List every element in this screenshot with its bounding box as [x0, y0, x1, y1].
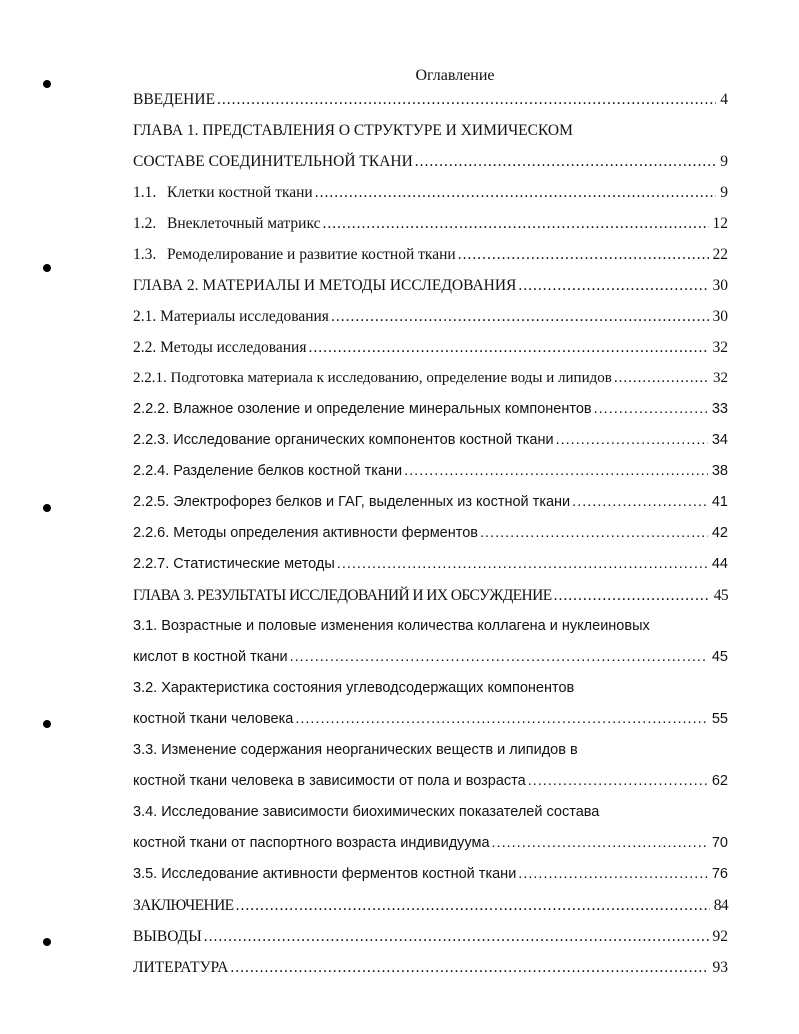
dot-leader: [337, 549, 708, 580]
toc-entry-3-5[interactable]: [133, 859, 728, 890]
toc-page-number: 22: [712, 246, 728, 263]
dot-leader: [572, 487, 708, 518]
toc-entry-text: ВЫВОДЫ: [133, 928, 202, 945]
dot-leader: [492, 828, 708, 859]
toc-entry-1-1[interactable]: [133, 177, 728, 208]
toc-entry-text: 2.2.7. Статистические методы: [133, 556, 335, 572]
toc-page-number: 84: [713, 897, 728, 914]
toc-entry-2-2-6[interactable]: [133, 518, 728, 549]
toc-entry-text: костной ткани человека: [133, 711, 294, 727]
dot-leader: [594, 394, 708, 425]
toc-entry-text: 2.1. Материалы исследования: [133, 308, 329, 325]
toc-entry-chapter1-line2[interactable]: [133, 146, 728, 177]
toc-entry-text: ЗАКЛЮЧЕНИЕ: [133, 897, 234, 914]
toc-entry-2-2-3[interactable]: [133, 425, 728, 456]
section-title: Ремоделирование и развитие костной ткани: [167, 246, 456, 263]
dot-leader: [528, 766, 708, 797]
toc-page-number: 62: [711, 773, 728, 789]
toc-entry-2-1[interactable]: [133, 301, 728, 332]
toc-entry-text: ГЛАВА 1. ПРЕДСТАВЛЕНИЯ О СТРУКТУРЕ И ХИМИЧЕСКОМ: [133, 122, 573, 139]
toc-entry-2-2-4[interactable]: [133, 456, 728, 487]
toc-entry-text: 2.2.4. Разделение белков костной ткани: [133, 463, 403, 479]
dot-leader: [315, 177, 717, 208]
toc-page-number: 30: [712, 277, 728, 294]
toc-entry-text: 3.2. Характеристика состояния углеводсодержащих компонентов: [133, 680, 575, 696]
toc-page-number: 32: [713, 370, 728, 386]
section-number: 1.2.: [133, 215, 157, 232]
toc-entry-text: 2.2.1. Подготовка материала к исследованию, определение воды и липидов: [133, 370, 612, 386]
toc-entry-findings[interactable]: [133, 921, 728, 952]
dot-leader: [415, 146, 716, 177]
toc-page-number: 92: [712, 928, 728, 945]
toc-entry-3-4-line1[interactable]: [133, 797, 728, 828]
toc-entry-2-2-7[interactable]: [133, 549, 728, 580]
section-title: Клетки костной ткани: [167, 184, 313, 201]
toc-entry-3-1-line2[interactable]: [133, 642, 728, 673]
dot-leader: [236, 890, 710, 921]
dot-leader: [614, 363, 709, 394]
dot-leader: [554, 580, 710, 611]
dot-leader: [308, 332, 708, 363]
dot-leader: [404, 456, 708, 487]
toc-entry-conclusion[interactable]: [133, 890, 728, 921]
dot-leader: [556, 425, 708, 456]
toc-entry-text: костной ткани от паспортного возраста индивидуума: [133, 835, 490, 851]
toc-page-number: 9: [720, 184, 728, 201]
toc-entry-text: костной ткани человека в зависимости от пола и возраста: [133, 773, 526, 789]
toc-page-number: 70: [711, 835, 728, 851]
toc-entry-1-3[interactable]: [133, 239, 728, 270]
margin-dot-4: [43, 720, 51, 728]
toc-entry-text: 2.2.2. Влажное озоление и определение минеральных компонентов: [133, 401, 592, 417]
toc-page-number: 30: [712, 308, 728, 325]
toc-entry-chapter3[interactable]: [133, 580, 728, 611]
toc-entry-text: [133, 239, 456, 270]
toc-page-number: 33: [711, 401, 728, 417]
toc-page-number: 41: [711, 494, 728, 510]
dot-leader: [230, 952, 708, 983]
toc-entry-chapter2[interactable]: [133, 270, 728, 301]
toc-entry-3-2-line1[interactable]: [133, 673, 728, 704]
toc-entry-2-2-2[interactable]: [133, 394, 728, 425]
toc-entry-text: СОСТАВЕ СОЕДИНИТЕЛЬНОЙ ТКАНИ: [133, 153, 413, 170]
toc-entry-references[interactable]: [133, 952, 728, 983]
toc-entry-2-2[interactable]: [133, 332, 728, 363]
section-number: 1.3.: [133, 246, 157, 263]
toc-page-number: 44: [711, 556, 728, 572]
toc-page-number: 76: [711, 866, 728, 882]
toc-entry-2-2-1[interactable]: [133, 363, 728, 394]
toc-page-number: 42: [711, 525, 728, 541]
toc-entry-text: 2.2.6. Методы определения активности ферментов: [133, 525, 478, 541]
toc-page-number: 45: [713, 587, 728, 604]
toc-page-number: 9: [720, 153, 728, 170]
toc-page-number: 4: [720, 91, 728, 108]
toc-entry-text: ВВЕДЕНИЕ: [133, 91, 216, 108]
toc-entry-intro[interactable]: [133, 84, 728, 115]
page-title: Оглавление: [415, 67, 495, 84]
dot-leader: [322, 208, 708, 239]
toc-entry-text: ГЛАВА 2. МАТЕРИАЛЫ И МЕТОДЫ ИССЛЕДОВАНИЯ: [133, 277, 517, 294]
toc-entry-1-2[interactable]: [133, 208, 728, 239]
dot-leader: [217, 84, 716, 115]
toc-entry-text: 2.2.3. Исследование органических компонентов костной ткани: [133, 432, 554, 448]
toc-page-number: 55: [711, 711, 728, 727]
toc-entry-text: 2.2. Методы исследования: [133, 339, 307, 356]
toc-entry-2-2-5[interactable]: [133, 487, 728, 518]
toc-entry-3-2-line2[interactable]: [133, 704, 728, 735]
toc-entry-text: 3.5. Исследование активности ферментов костной ткани: [133, 866, 517, 882]
toc-entry-text: 2.2.5. Электрофорез белков и ГАГ, выделенных из костной ткани: [133, 494, 571, 510]
toc-entry-text: 3.4. Исследование зависимости биохимических показателей состава: [133, 804, 600, 820]
toc-page-number: 93: [712, 959, 728, 976]
toc-page-number: 45: [711, 649, 728, 665]
margin-dot-2: [43, 264, 51, 272]
toc-entry-text: [133, 208, 320, 239]
margin-dot-5: [43, 938, 51, 946]
dot-leader: [204, 921, 709, 952]
table-of-contents: [133, 84, 728, 983]
toc-page-number: 34: [711, 432, 728, 448]
dot-leader: [295, 704, 708, 735]
toc-entry-chapter1-line1[interactable]: [133, 115, 728, 146]
toc-page-number: 32: [712, 339, 728, 356]
dot-leader: [518, 859, 708, 890]
dot-leader: [331, 301, 709, 332]
toc-entry-text: 3.3. Изменение содержания неорганических веществ и липидов в: [133, 742, 578, 758]
toc-entry-text: [133, 177, 313, 208]
toc-entry-3-4-line2[interactable]: [133, 828, 728, 859]
toc-entry-3-1-line1[interactable]: [133, 611, 728, 642]
toc-entry-text: кислот в костной ткани: [133, 649, 288, 665]
toc-entry-3-3-line2[interactable]: [133, 766, 728, 797]
section-title: Внеклеточный матрикс: [167, 215, 321, 232]
dot-leader: [458, 239, 709, 270]
toc-entry-text: 3.1. Возрастные и половые изменения количества коллагена и нуклеиновых: [133, 618, 650, 634]
toc-page-number: 38: [711, 463, 728, 479]
toc-entry-text: ЛИТЕРАТУРА: [133, 959, 229, 976]
margin-dot-3: [43, 504, 51, 512]
dot-leader: [518, 270, 708, 301]
toc-page-number: 12: [712, 215, 728, 232]
dot-leader: [290, 642, 708, 673]
section-number: 1.1.: [133, 184, 157, 201]
dot-leader: [480, 518, 708, 549]
toc-entry-text: ГЛАВА 3. РЕЗУЛЬТАТЫ ИССЛЕДОВАНИЙ И ИХ ОБСУЖДЕНИЕ: [133, 587, 552, 604]
toc-entry-3-3-line1[interactable]: [133, 735, 728, 766]
